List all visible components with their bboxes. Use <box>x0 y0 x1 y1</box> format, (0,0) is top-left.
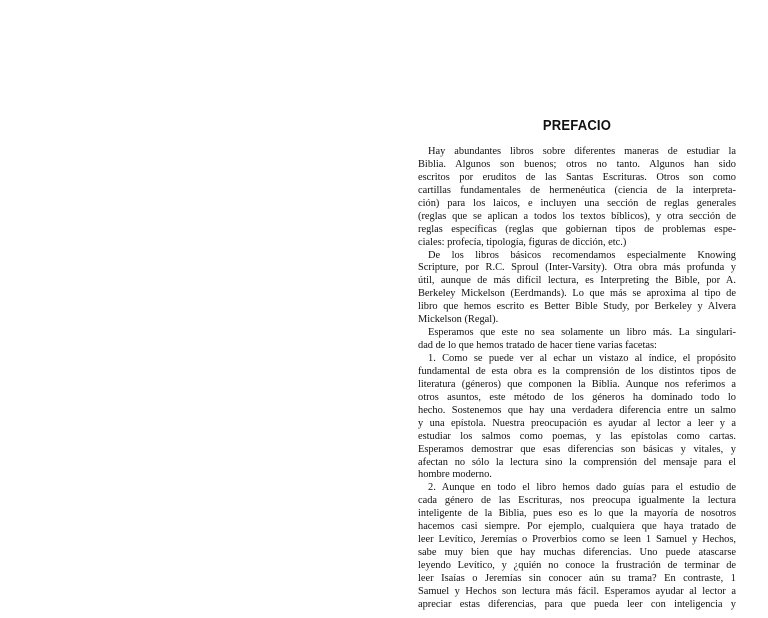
text-line: útil, aunque de más difícil lectura, es Interpreting the Bible, por A. <box>418 275 736 287</box>
text-line: sabe muy bien que hay muchas diferencias. Uno puede atascarse <box>418 547 736 559</box>
text-line: ciales: profecía, tipología, figuras de dicción, etc.) <box>418 236 627 248</box>
text-line: inteligente de la Biblia, pues eso es lo que la mayoría de nosotros <box>418 508 736 520</box>
text-line: literatura (géneros) que componen la Biblia. Aunque nos referimos a <box>418 378 736 390</box>
text-line: hacemos casi siempre. Por ejemplo, cualquiera que haya tratado de <box>418 521 736 533</box>
text-line: y una epístola. Nuestra preocupación es ayudar al lector a leer y a <box>418 417 736 429</box>
text-line: reglas específicas (reglas que gobiernan tipos de problemas espe- <box>418 223 736 235</box>
text-line: leer Levítico, Jeremías o Proverbios como se leen 1 Samuel y Hechos, <box>418 534 736 546</box>
text-line: libro que hemos escrito es Better Bible Study, por Berkeley y Alvera <box>418 301 736 313</box>
page-title: PREFACIO <box>542 118 612 134</box>
text-line: Esperamos demostrar que esas diferencias son básicas y vitales, y <box>418 443 736 455</box>
text-line: leyendo Levítico, y ¿quién no conoce la frustración de terminar de <box>418 560 736 571</box>
text-line: Scripture, por R.C. Sproul (Inter-Varsity). Otra obra más profunda y <box>418 262 736 274</box>
text-line: hecho. Sostenemos que hay una verdadera diferencia entre un salmo <box>418 404 736 416</box>
text-line: fundamental de esta obra es la comprensión de los distintos tipos de <box>418 365 736 377</box>
text-line: leer Isaías o Jeremías sin conocer aún su trama? En contraste, 1 <box>418 572 736 584</box>
text-line: cartillas fundamentales de hermenéutica (ciencia de la interpreta- <box>418 184 736 196</box>
text-line: ción) para los laicos, e incluyen una sección de reglas generales <box>418 197 736 209</box>
text-line: (reglas que se aplican a todos los textos bíblicos), y otra sección de <box>418 210 736 222</box>
text-line: otros asuntos, este método de los géneros ha dominado todo lo <box>418 391 736 403</box>
text-line: Samuel y Hechos son lectura más fácil. Esperamos ayudar al lector a <box>418 585 736 597</box>
preface-text <box>418 146 736 612</box>
text-line: dad de lo que hemos tratado de hacer tiene varias facetas: <box>418 340 657 352</box>
text-line: escritos por eruditos de las Santas Escrituras. Otros son como <box>418 171 736 183</box>
text-line: apreciar estas diferencias, para que pueda leer con inteligencia y <box>418 598 736 610</box>
text-line: 1. Como se puede ver al echar un vistazo al índice, el propósito <box>428 353 736 364</box>
text-line: Hay abundantes libros sobre diferentes maneras de estudiar la <box>428 146 736 157</box>
text-line: afectan no sólo la lectura sino la comprensión del mensaje para el <box>418 456 736 468</box>
text-line: Mickelson (Regal). <box>418 314 499 326</box>
text-line: Esperamos que este no sea solamente un libro más. La singulari- <box>428 327 736 339</box>
text-line: estudiar los salmos como poemas, y las epístolas como cartas. <box>418 430 736 442</box>
text-line: cada género de las Escrituras, nos preocupa igualmente la lectura <box>418 495 736 507</box>
text-line: hombre moderno. <box>418 469 492 481</box>
text-line: Berkeley Mickelson (Eerdmands). Lo que más se aproxima al tipo de <box>418 288 736 300</box>
text-line: De los libros básicos recomendamos especialmente Knowing <box>428 249 736 261</box>
text-line: Biblia. Algunos son buenos; otros no tanto. Algunos han sido <box>418 158 736 170</box>
text-line: 2. Aunque en todo el libro hemos dado guías para el estudio de <box>428 482 736 494</box>
